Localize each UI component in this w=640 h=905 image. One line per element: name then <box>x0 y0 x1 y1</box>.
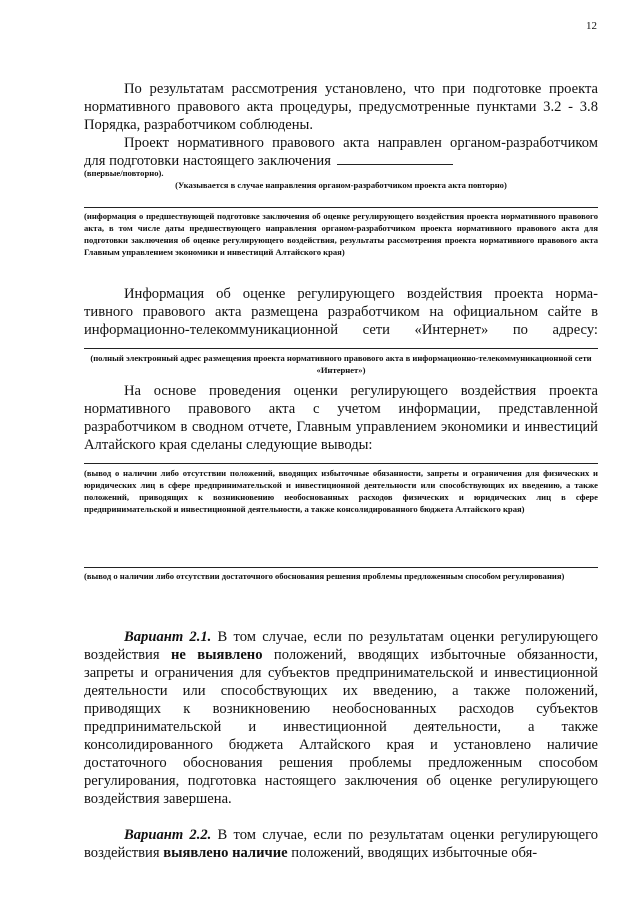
paragraph-procedures-text: По результатам рассмотрения установлено, что при подготовке проекта нормативного правового акта процедуры, предусмотренные пунктами 3.2 - 3.8 Порядка, разработчиком соблюдены. <box>84 81 598 133</box>
note-first-repeat <box>84 167 598 179</box>
note-prior-info <box>84 210 598 258</box>
paragraph-sent <box>84 134 598 170</box>
paragraph-conclusions <box>84 382 598 454</box>
note-repeat-case <box>84 179 598 191</box>
note-first-repeat-text: (впервые/повторно). <box>84 168 164 178</box>
paragraph-procedures <box>84 80 598 134</box>
separator-line <box>84 348 598 349</box>
paragraph-conclusions-text: На основе проведения оценки регулирующего воздействия проекта нормативного правового акта с учетом информации, представленной разработчиком в сводном отчете, Главным управлением экономики и инвестиций Алтайского края сделаны следующие выводы: <box>84 383 598 453</box>
note-address-text: (полный электронный адрес размещения проекта нормативного правового акта в информационно-телекоммуникационной сети «Интернет») <box>90 353 592 375</box>
separator-line <box>84 463 598 464</box>
note-conclusion-duties <box>84 467 598 515</box>
paragraph-publication-line-2: тивного правового акта размещена разработчиком на официальном сайте в <box>84 304 598 320</box>
variant-2-2-emphasis: выявлено наличие <box>163 845 288 861</box>
note-conclusion-justification <box>84 570 598 582</box>
paragraph-sent-wrap <box>84 134 598 170</box>
variant-2-1-text <box>84 628 598 808</box>
note-conclusion-duties-text: (вывод о наличии либо отсутствии положений, вводящих избыточные обязанности, запреты и ограничения для физических и юридических лиц в сфере предпринимательской и инвестиционной деятельности или способствующих их введению, а также положений, приводящих к возникновению необоснованных расходов физических и юридических лиц в сфере предпринимательской и инвестиционной деятельности, а также консолидированного бюджета Алтайского края) <box>84 468 598 514</box>
paragraph-publication-line-3: информационно-телекоммуникационной сети «Интернет» по адресу: <box>84 322 598 338</box>
variant-2-1-part-2: положений, вводящих избыточные обязанности, запреты и ограничения для субъектов предпринимательской и инвестиционной деятельности или способствующих их введению, а также положений, приводящих к возникновению необоснованных расходов субъектов предпринимательской и инвестиционной деятельности, а также консолидированного бюджета Алтайского края и установлено наличие достаточного обоснования решения проблемы предложенным способом регулирования, подготовка настоящего заключения об оценке регулирующего воздействия завершена. <box>84 647 599 807</box>
note-repeat-case-text: (Указывается в случае направления органом-разработчиком проекта акта повторно) <box>175 180 507 190</box>
variant-2-2-part-1: В том случае, если по результатам оценки регулирующего воздействия <box>84 827 598 861</box>
variant-2-1-label: Вариант 2.1. <box>124 629 212 645</box>
variant-2-1-part-1: В том случае, если по результатам оценки регулирующего воздействия <box>84 629 598 663</box>
variant-2-1-emphasis: не выявлено <box>170 647 263 663</box>
separator-line <box>84 567 598 568</box>
separator-line <box>84 207 598 208</box>
blank-line <box>337 152 453 165</box>
note-address <box>84 352 598 376</box>
note-conclusion-justification-text: (вывод о наличии либо отсутствии достаточного обоснования решения проблемы предложенным способом регулирования) <box>84 571 565 581</box>
variant-2-2-text <box>84 826 598 862</box>
note-prior-info-text: (информация о предшествующей подготовке заключения об оценке регулирующего воздействия проекта нормативного правового акта, в том числе даты предшествующего направления органом-разработчиком проекта нормативного правового акта для подготовки заключения об оценке регулирующего воздействия, результаты рассмотрения проекта нормативного правового акта Главным управлением экономики и инвестиций Алтайского края) <box>84 211 598 257</box>
variant-2-2 <box>84 826 598 862</box>
variant-2-2-label: Вариант 2.2. <box>124 827 212 843</box>
paragraph-publication <box>84 285 598 339</box>
paragraph-sent-text: Проект нормативного правового акта направлен органом-разработчиком для подготовки настоящего заключения <box>84 135 598 169</box>
paragraph-publication-line-1: Информация об оценке регулирующего воздействия проекта норма- <box>124 286 598 302</box>
variant-2-1 <box>84 628 598 808</box>
variant-2-2-part-2: положений, вводящих избыточные обя- <box>287 845 538 861</box>
page-number: 12 <box>586 20 597 32</box>
